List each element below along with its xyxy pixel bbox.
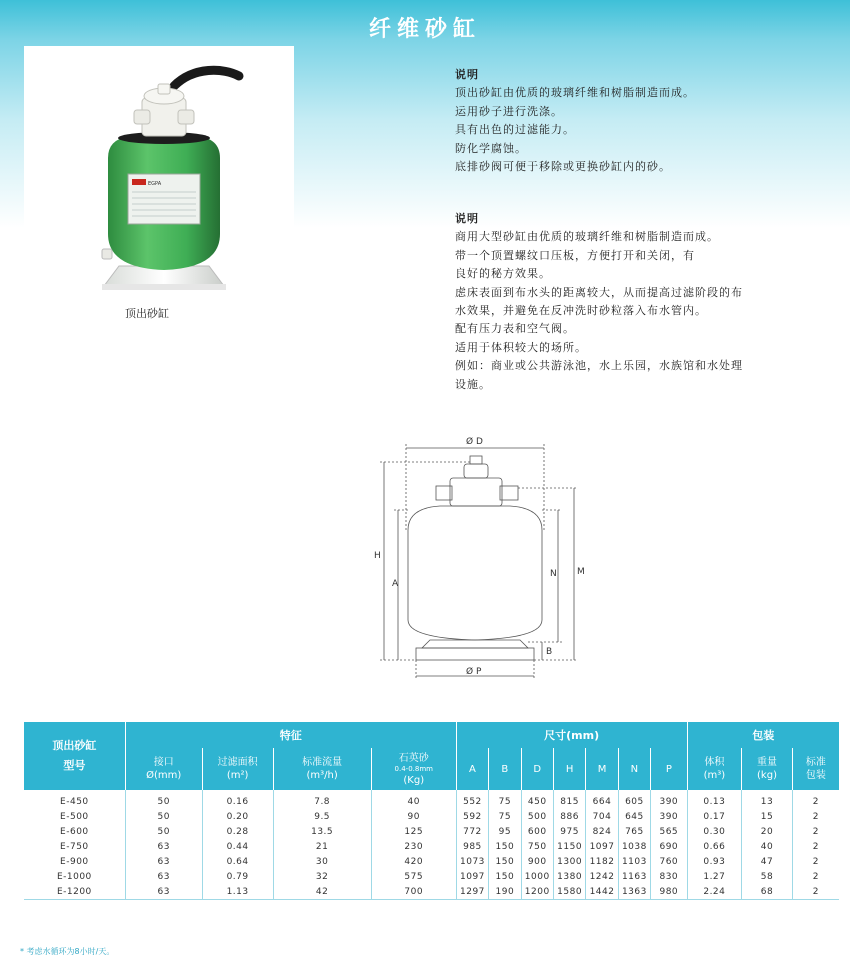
table-cell: 420 (371, 854, 456, 869)
table-cell: 700 (371, 884, 456, 900)
table-cell: 1150 (553, 839, 585, 854)
description-line: 例如：商业或公共游泳池，水上乐园，水族馆和水处理 (455, 359, 743, 373)
table-cell: 980 (651, 884, 687, 900)
col-std: 标准 包装 (792, 748, 839, 790)
table-cell: 63 (125, 854, 202, 869)
table-cell: 125 (371, 824, 456, 839)
model-cell: E-500 (60, 811, 89, 822)
table-cell: 772 (456, 824, 488, 839)
table-row (24, 884, 839, 900)
table-cell: 13.5 (273, 824, 371, 839)
col-weight: 重量 (kg) (742, 748, 793, 790)
table-cell: 0.66 (687, 839, 742, 854)
dimensions-header: 尺寸(mm) (456, 722, 687, 748)
table-cell: 645 (618, 809, 650, 824)
label-brand: EGPA (148, 181, 162, 187)
product-caption: 顶出砂缸 (125, 307, 169, 320)
table-cell: 0.93 (687, 854, 742, 869)
table-cell: 1363 (618, 884, 650, 900)
table-row (24, 790, 839, 809)
table-cell: 760 (651, 854, 687, 869)
table-cell: 2.24 (687, 884, 742, 900)
model-cell: E-750 (60, 841, 89, 852)
label-m: M (577, 567, 585, 577)
model-cell: E-900 (60, 856, 89, 867)
label-h: H (374, 551, 381, 561)
spec-table (24, 722, 839, 900)
description-bottom (455, 210, 743, 394)
table-cell: 0.16 (202, 790, 273, 809)
table-cell: 32 (273, 869, 371, 884)
table-cell: 63 (125, 884, 202, 900)
table-cell: 390 (651, 790, 687, 809)
col-a: A (456, 748, 488, 790)
description-line: 顶出砂缸由优质的玻璃纤维和树脂制造而成。 (455, 86, 695, 100)
table-cell: 985 (456, 839, 488, 854)
col-flow: 标准流量 (m³/h) (273, 748, 371, 790)
table-cell: 50 (125, 790, 202, 809)
table-cell: 2 (792, 839, 839, 854)
description-line: 商用大型砂缸由优质的玻璃纤维和树脂制造而成。 (455, 230, 719, 244)
table-cell: 0.64 (202, 854, 273, 869)
description-line: 带一个顶置螺纹口压板，方便打开和关闭，有 (455, 248, 695, 262)
table-cell: 605 (618, 790, 650, 809)
table-cell: 1.13 (202, 884, 273, 900)
table-cell: 1038 (618, 839, 650, 854)
features-header: 特征 (125, 722, 456, 748)
table-cell: 2 (792, 854, 839, 869)
table-cell: 13 (742, 790, 793, 809)
table-cell: 704 (586, 809, 618, 824)
table-row (24, 854, 839, 869)
table-cell: 830 (651, 869, 687, 884)
table-cell: 1000 (521, 869, 553, 884)
table-cell: 975 (553, 824, 585, 839)
model-cell: E-450 (60, 796, 89, 807)
table-row (24, 809, 839, 824)
table-cell: 30 (273, 854, 371, 869)
col-p: P (651, 748, 687, 790)
col-port: 接口 Ø(mm) (125, 748, 202, 790)
table-row (24, 824, 839, 839)
table-row (24, 869, 839, 884)
table-cell: 20 (742, 824, 793, 839)
table-cell: 815 (553, 790, 585, 809)
table-cell: 15 (742, 809, 793, 824)
spec-table-body (24, 790, 839, 900)
table-cell: 0.28 (202, 824, 273, 839)
table-cell: 9.5 (273, 809, 371, 824)
label-n: N (550, 569, 557, 579)
page-title: 纤维砂缸 (368, 17, 481, 42)
table-cell: 1103 (618, 854, 650, 869)
footnote: * 考虑水循环为8小时/天。 (20, 947, 115, 956)
table-cell: 0.44 (202, 839, 273, 854)
table-cell: 75 (489, 809, 521, 824)
table-cell: 7.8 (273, 790, 371, 809)
table-cell: 1200 (521, 884, 553, 900)
model-cell: E-1000 (56, 871, 92, 882)
col-volume: 体积 (m³) (687, 748, 742, 790)
table-cell: 2 (792, 884, 839, 900)
description-line: 具有出色的过滤能力。 (455, 123, 575, 137)
model-header-line-2: 型号 (63, 759, 86, 772)
table-cell: 0.30 (687, 824, 742, 839)
packing-header: 包装 (687, 722, 839, 748)
model-cell: E-1200 (24, 884, 125, 900)
table-cell: 2 (792, 869, 839, 884)
description-line: 防化学腐蚀。 (455, 141, 527, 155)
table-cell: 664 (586, 790, 618, 809)
table-row (24, 839, 839, 854)
description-bottom-heading: 说明 (455, 212, 479, 225)
table-cell: 21 (273, 839, 371, 854)
table-cell: 750 (521, 839, 553, 854)
col-sand: 石英砂 0.4-0.8mm (Kg) (371, 748, 456, 790)
table-cell: 0.13 (687, 790, 742, 809)
description-top-heading: 说明 (455, 68, 479, 81)
table-cell: 886 (553, 809, 585, 824)
table-cell: 40 (742, 839, 793, 854)
table-cell: 75 (489, 790, 521, 809)
table-cell: 1097 (456, 869, 488, 884)
table-cell: 63 (125, 869, 202, 884)
description-line: 运用砂子进行洗涤。 (455, 104, 563, 118)
table-cell: 565 (651, 824, 687, 839)
description-line: 水效果，并避免在反冲洗时砂粒落入布水管内。 (455, 304, 707, 318)
table-cell: 63 (125, 839, 202, 854)
table-cell: 1380 (553, 869, 585, 884)
label-p: Ø P (466, 667, 482, 677)
table-cell: 690 (651, 839, 687, 854)
table-cell: 1182 (586, 854, 618, 869)
table-cell: 390 (651, 809, 687, 824)
table-cell: 2 (792, 824, 839, 839)
model-header-line-1: 顶出砂缸 (52, 739, 97, 752)
table-cell: 575 (371, 869, 456, 884)
table-cell: 2 (792, 809, 839, 824)
label-b: B (546, 647, 553, 657)
table-cell: 0.20 (202, 809, 273, 824)
table-cell: 190 (489, 884, 521, 900)
table-cell: 1300 (553, 854, 585, 869)
table-cell: 40 (371, 790, 456, 809)
table-cell: 765 (618, 824, 650, 839)
table-cell: 68 (742, 884, 793, 900)
table-cell: 150 (489, 854, 521, 869)
col-b: B (489, 748, 521, 790)
table-cell: 1097 (586, 839, 618, 854)
table-cell: 1073 (456, 854, 488, 869)
table-cell: 824 (586, 824, 618, 839)
table-cell: 2 (792, 790, 839, 809)
col-m: M (586, 748, 618, 790)
table-cell: 600 (521, 824, 553, 839)
label-d: Ø D (466, 437, 483, 447)
description-top (455, 66, 695, 176)
model-header (24, 722, 125, 790)
description-line: 底排砂阀可便于移除或更换砂缸内的砂。 (455, 160, 671, 174)
table-cell: 900 (521, 854, 553, 869)
table-cell: 42 (273, 884, 371, 900)
table-cell: 95 (489, 824, 521, 839)
table-cell: 0.17 (687, 809, 742, 824)
table-cell: 50 (125, 824, 202, 839)
description-line: 配有压力表和空气阀。 (455, 322, 575, 336)
table-cell: 47 (742, 854, 793, 869)
table-cell: 1.27 (687, 869, 742, 884)
table-cell: 0.79 (202, 869, 273, 884)
description-line: 设施。 (455, 377, 491, 391)
table-cell: 90 (371, 809, 456, 824)
table-cell: 1242 (586, 869, 618, 884)
table-cell: 1580 (553, 884, 585, 900)
table-cell: 58 (742, 869, 793, 884)
col-d: D (521, 748, 553, 790)
model-cell: E-600 (60, 826, 89, 837)
description-line: 适用于体积较大的场所。 (455, 340, 587, 354)
table-cell: 150 (489, 869, 521, 884)
dimension-diagram (360, 430, 590, 692)
table-cell: 150 (489, 839, 521, 854)
table-cell: 1297 (456, 884, 488, 900)
table-cell: 450 (521, 790, 553, 809)
col-area: 过滤面积 (m²) (202, 748, 273, 790)
description-line: 良好的秘方效果。 (455, 267, 551, 281)
description-line: 虑床表面到布水头的距离较大，从而提高过滤阶段的布 (455, 285, 743, 299)
table-cell: 592 (456, 809, 488, 824)
table-cell: 500 (521, 809, 553, 824)
col-h: H (553, 748, 585, 790)
col-n: N (618, 748, 650, 790)
product-photo (24, 46, 294, 296)
label-a: A (392, 579, 399, 589)
table-cell: 552 (456, 790, 488, 809)
table-cell: 1442 (586, 884, 618, 900)
table-cell: 1163 (618, 869, 650, 884)
table-cell: 50 (125, 809, 202, 824)
table-cell: 230 (371, 839, 456, 854)
